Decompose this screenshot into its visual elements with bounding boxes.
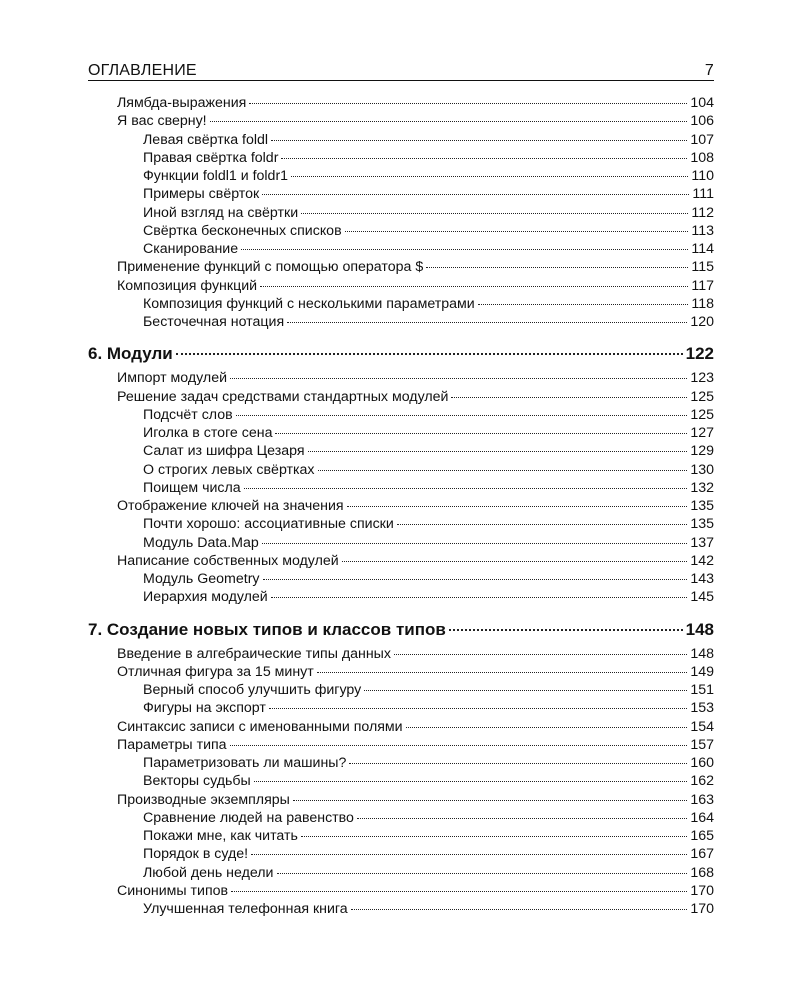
toc-entry-title: Верный способ улучшить фигуру	[143, 682, 362, 698]
dot-leader	[236, 415, 688, 416]
toc-entry	[143, 570, 714, 588]
toc-entry-title: Бесточечная нотация	[143, 314, 285, 330]
toc-entry-title: Композиция функций с несколькими параметрами	[143, 295, 475, 312]
toc-entry-title: Написание собственных модулей	[117, 552, 339, 569]
toc-entry-title: Модуль Data.Map	[143, 534, 259, 551]
toc-entry-title: Введение в алгебраические типы данных	[117, 645, 391, 662]
dot-leader	[394, 654, 687, 655]
toc-entry-page: 145	[690, 589, 714, 606]
toc-entry-title: О строгих левых свёртках	[143, 461, 315, 478]
header-title: ОГЛАВЛЕНИЕ	[88, 62, 197, 79]
toc-entry-page: 153	[690, 700, 714, 717]
dot-leader	[249, 103, 687, 104]
toc-entry-page: 154	[690, 718, 714, 735]
toc-entry-page: 170	[690, 882, 714, 899]
toc-entry-title: 7. Создание новых типов и классов типов	[88, 619, 446, 639]
toc-entry-title: Покажи мне, как читать	[143, 828, 298, 844]
toc-entry-title: Производные экземпляры	[117, 791, 290, 808]
toc-entry	[117, 718, 714, 736]
toc-entry-title: Сравнение людей на равенство	[143, 809, 354, 826]
toc-entry-title: Синтаксис записи с именованными полями	[117, 718, 403, 735]
toc-entry	[143, 424, 714, 442]
dot-leader	[449, 629, 683, 631]
toc-entry-title: Почти хорошо: ассоциативные списки	[143, 516, 394, 533]
dot-leader	[269, 708, 687, 709]
toc-entry-title: Подсчёт слов	[143, 406, 233, 423]
toc-entry	[143, 864, 714, 882]
toc-entry-page: 143	[690, 571, 714, 587]
toc-entry	[117, 552, 714, 570]
toc-entry-page: 115	[691, 259, 714, 276]
dot-leader	[342, 561, 688, 562]
toc-entry-title: Салат из шифра Цезаря	[143, 443, 305, 460]
dot-leader	[291, 176, 688, 177]
toc-entry-page: 129	[690, 443, 714, 460]
toc-entry	[143, 185, 714, 203]
toc-entry	[143, 827, 714, 845]
toc-entry	[143, 534, 714, 552]
dot-leader	[301, 836, 687, 837]
toc-entry	[117, 112, 714, 130]
dot-leader	[318, 470, 688, 471]
toc-entry-title: Решение задач средствами стандартных модулей	[117, 388, 449, 405]
dot-leader	[176, 353, 683, 355]
toc-entry-page: 167	[690, 846, 714, 863]
toc-entry	[143, 588, 714, 606]
dot-leader	[254, 781, 688, 782]
toc-entry	[143, 240, 714, 258]
toc-entry-title: Сканирование	[143, 241, 239, 257]
toc-entry-title: Модуль Geometry	[143, 571, 260, 587]
toc-entry-title: Функции foldl1 и foldr1	[143, 168, 289, 184]
dot-leader	[231, 891, 687, 892]
toc-entry-title: Параметры типа	[117, 736, 227, 753]
toc-entry	[143, 313, 714, 331]
toc-entry-title: 6. Модули	[88, 344, 173, 364]
toc-entry	[117, 258, 714, 276]
toc-entry-page: 125	[690, 406, 714, 423]
toc-entry-title: Порядок в суде!	[143, 846, 249, 863]
toc-entry	[143, 167, 714, 185]
dot-leader	[317, 672, 688, 673]
toc-entry-page: 127	[690, 425, 714, 441]
toc-entry	[117, 663, 714, 681]
dot-leader	[263, 579, 688, 580]
dot-leader	[426, 267, 688, 268]
toc-entry-page: 122	[685, 344, 714, 364]
toc-entry	[143, 845, 714, 863]
toc-entry	[117, 791, 714, 809]
dot-leader	[244, 488, 688, 489]
dot-leader	[210, 121, 688, 122]
dot-leader	[364, 690, 687, 691]
toc-entry	[143, 699, 714, 717]
toc-entry	[143, 204, 714, 222]
toc-entry	[117, 388, 714, 406]
toc-entry-page: 160	[690, 755, 714, 771]
toc-entry-page: 111	[692, 186, 714, 203]
toc-entry-page: 108	[690, 149, 714, 166]
dot-leader	[260, 286, 688, 287]
toc-entry-page: 110	[691, 168, 714, 184]
dot-leader	[271, 140, 687, 141]
dot-leader	[347, 506, 688, 507]
dot-leader	[293, 800, 687, 801]
toc-entry	[117, 882, 714, 900]
toc-entry	[117, 277, 714, 295]
toc-entry-title: Лямбда-выражения	[117, 95, 247, 111]
toc-entry-page: 123	[690, 370, 714, 387]
toc-entry-page: 142	[690, 552, 714, 569]
dot-leader	[397, 524, 688, 525]
dot-leader	[478, 304, 689, 305]
toc-entry-title: Любой день недели	[143, 864, 274, 881]
toc-entry-title: Импорт модулей	[117, 370, 228, 387]
toc-entry	[117, 497, 714, 515]
toc-entry-title: Примеры свёрток	[143, 186, 260, 203]
dot-leader	[357, 818, 687, 819]
toc-entry-page: 170	[690, 901, 714, 917]
dot-leader	[308, 451, 688, 452]
toc-entry	[143, 681, 714, 699]
toc-entry	[143, 131, 714, 149]
toc-entry	[143, 442, 714, 460]
toc-entry-title: Применение функций с помощью оператора $	[117, 259, 424, 276]
toc-entry	[143, 479, 714, 497]
toc-entry-title: Иерархия модулей	[143, 589, 268, 606]
toc-entry-title: Поищем числа	[143, 479, 241, 496]
dot-leader	[251, 854, 687, 855]
dot-leader	[230, 745, 688, 746]
toc-entry-page: 118	[691, 295, 714, 312]
toc-entry-page: 106	[690, 113, 714, 130]
dot-leader	[406, 727, 688, 728]
toc-entry-page: 163	[690, 791, 714, 808]
dot-leader	[241, 249, 688, 250]
toc-entry-page: 162	[690, 773, 714, 790]
dot-leader	[301, 213, 688, 214]
toc-entry-page: 107	[690, 131, 714, 148]
toc-entry-page: 125	[690, 388, 714, 405]
toc-entry-title: Отображение ключей на значения	[117, 498, 344, 514]
toc-entry-page: 151	[690, 682, 714, 698]
toc-entry	[143, 515, 714, 533]
toc-entry-page: 120	[690, 314, 714, 330]
toc-entry-title: Иной взгляд на свёртки	[143, 204, 299, 221]
toc-entry	[117, 645, 714, 663]
toc-entry-page: 135	[690, 516, 714, 533]
toc-entry-page: 137	[690, 534, 714, 551]
toc-entry	[143, 149, 714, 167]
toc-entry-page: 130	[690, 461, 714, 478]
dot-leader	[230, 378, 687, 379]
dot-leader	[345, 231, 689, 232]
dot-leader	[349, 763, 687, 764]
dot-leader	[271, 597, 688, 598]
toc-entry-page: 132	[690, 479, 714, 496]
toc-entry	[143, 809, 714, 827]
toc-entry-page: 148	[685, 619, 714, 639]
dot-leader	[275, 433, 687, 434]
toc-entry-title: Левая свёртка foldl	[143, 131, 269, 148]
toc-entry-title: Свёртка бесконечных списков	[143, 222, 342, 239]
toc-entry-page: 157	[690, 736, 714, 753]
toc-entry-page: 135	[690, 498, 714, 514]
toc-entry	[143, 772, 714, 790]
toc-entry	[143, 461, 714, 479]
dot-leader	[351, 909, 688, 910]
toc-entry-page: 164	[690, 809, 714, 826]
toc-entry	[117, 369, 714, 387]
dot-leader	[451, 397, 687, 398]
toc-entry-title: Правая свёртка foldr	[143, 149, 279, 166]
toc-chapter	[88, 619, 714, 641]
toc-entry-page: 114	[691, 241, 714, 257]
toc-entry-page: 113	[691, 222, 714, 239]
toc-entry-title: Векторы судьбы	[143, 773, 251, 790]
toc-entry-title: Иголка в стоге сена	[143, 425, 273, 441]
toc-entry-title: Отличная фигура за 15 минут	[117, 663, 314, 680]
toc-entry	[143, 900, 714, 918]
toc-entry-title: Композиция функций	[117, 277, 258, 294]
toc-entry	[143, 222, 714, 240]
toc-entry-page: 117	[691, 277, 714, 294]
toc-entry	[117, 736, 714, 754]
dot-leader	[287, 322, 687, 323]
toc-chapter	[88, 343, 714, 365]
toc-entry-page: 148	[690, 645, 714, 662]
toc-entry-page: 112	[691, 204, 714, 221]
toc-entry	[143, 406, 714, 424]
toc-entry-title: Параметризовать ли машины?	[143, 755, 347, 771]
toc-entry-page: 149	[690, 663, 714, 680]
toc-entry-title: Я вас сверну!	[117, 113, 207, 130]
toc-entry	[143, 295, 714, 313]
toc-entry-page: 168	[690, 864, 714, 881]
toc-entry-title: Синонимы типов	[117, 882, 229, 899]
dot-leader	[262, 194, 689, 195]
toc-entry	[117, 94, 714, 112]
toc-entry	[143, 754, 714, 772]
toc-entry-title: Фигуры на экспорт	[143, 700, 266, 717]
dot-leader	[277, 873, 688, 874]
toc-entry-page: 165	[690, 828, 714, 844]
header-page-number: 7	[704, 62, 714, 79]
dot-leader	[281, 158, 687, 159]
toc-entry-page: 104	[690, 95, 714, 111]
dot-leader	[262, 543, 688, 544]
toc-entry-title: Улучшенная телефонная книга	[143, 901, 348, 917]
